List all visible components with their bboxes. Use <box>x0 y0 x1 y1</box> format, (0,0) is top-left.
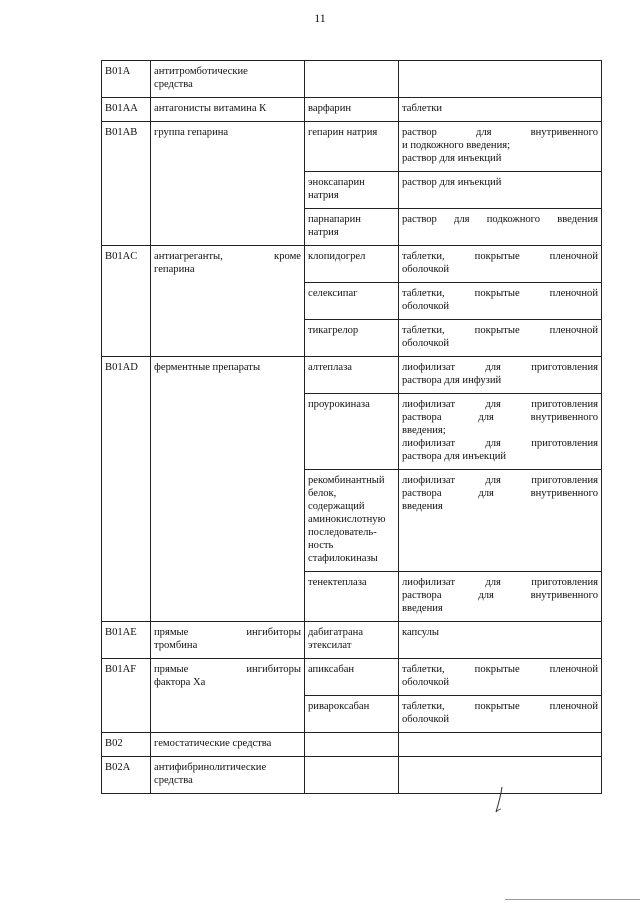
dosage-form-line <box>402 737 598 750</box>
table-row <box>102 357 602 394</box>
anatomical-group-cell <box>151 122 305 246</box>
dosage-form-cell <box>399 320 602 357</box>
drug-name-cell <box>305 209 399 246</box>
group-text-line: гепарина <box>154 264 195 275</box>
dosage-form-line: таблетки, покрытые пленочной <box>402 325 598 336</box>
drug-name-line: содержащий <box>308 501 365 512</box>
atc-code-cell: B01AC <box>102 246 151 357</box>
dosage-form-cell <box>399 246 602 283</box>
dosage-form-line: раствора для внутривенного <box>402 488 598 499</box>
dosage-form-cell <box>399 283 602 320</box>
dosage-form-line: оболочкой <box>402 301 450 312</box>
dosage-form-line: и подкожного введения; <box>402 140 511 151</box>
dosage-form-line: раствор для инъекций <box>402 153 502 164</box>
dosage-form-cell <box>399 172 602 209</box>
drug-name-line: белок, <box>308 488 337 499</box>
drug-name-line: дабигатрана <box>308 627 364 638</box>
dosage-form-cell <box>399 733 602 757</box>
group-text-line: антиагреганты, кроме <box>154 251 301 262</box>
group-text-line: ферментные препараты <box>154 362 261 373</box>
drug-name-cell <box>305 246 399 283</box>
table-row <box>102 622 602 659</box>
dosage-form-line: раствора для внутривенного <box>402 412 598 423</box>
drug-name-line: натрия <box>308 227 339 238</box>
dosage-form-line: оболочкой <box>402 338 450 349</box>
anatomical-group-cell <box>151 98 305 122</box>
drug-name-line: алтеплаза <box>308 362 352 373</box>
atc-code-cell: B01AA <box>102 98 151 122</box>
drug-name-line: ривароксабан <box>308 701 370 712</box>
drug-name-line: рекомбинантный <box>308 475 385 486</box>
drug-name-cell <box>305 357 399 394</box>
atc-code-cell: B01AD <box>102 357 151 622</box>
dosage-form-line: таблетки, покрытые пленочной <box>402 701 598 712</box>
dosage-form-line: введения <box>402 501 443 512</box>
dosage-form-cell <box>399 659 602 696</box>
dosage-form-cell <box>399 357 602 394</box>
drug-name-cell <box>305 696 399 733</box>
dosage-form-line <box>402 761 598 774</box>
dosage-form-line <box>402 65 598 78</box>
drug-name-cell <box>305 122 399 172</box>
drug-name-line: аминокислотную <box>308 514 386 525</box>
dosage-form-cell <box>399 98 602 122</box>
dosage-form-line: раствор для инъекций <box>402 177 502 188</box>
dosage-form-cell <box>399 572 602 622</box>
footer-rule <box>505 899 640 900</box>
table-row <box>102 246 602 283</box>
drug-name-line <box>308 737 395 750</box>
drug-name-line: этексилат <box>308 640 352 651</box>
dosage-form-line: лиофилизат для приготовления <box>402 577 598 588</box>
dosage-form-line: введения <box>402 603 443 614</box>
anatomical-group-cell <box>151 357 305 622</box>
dosage-form-cell <box>399 61 602 98</box>
drug-name-line: последователь- <box>308 527 377 538</box>
dosage-form-line: лиофилизат для приготовления <box>402 362 598 373</box>
drug-name-cell <box>305 470 399 572</box>
dosage-form-line: раствор для подкожного введения <box>402 214 598 225</box>
dosage-form-line: капсулы <box>402 627 440 638</box>
group-text-line: средства <box>154 79 193 90</box>
anatomical-group-cell <box>151 733 305 757</box>
anatomical-group-cell <box>151 246 305 357</box>
dosage-form-line: раствора для внутривенного <box>402 590 598 601</box>
dosage-form-line: лиофилизат для приготовления <box>402 438 598 449</box>
drug-name-cell <box>305 757 399 794</box>
drug-name-cell <box>305 659 399 696</box>
group-text-line: тромбина <box>154 640 198 651</box>
group-text-line: антитромботические <box>154 66 248 77</box>
drug-name-cell <box>305 733 399 757</box>
drug-name-line: натрия <box>308 190 339 201</box>
group-text-line: антагонисты витамина К <box>154 103 267 114</box>
table-row <box>102 757 602 794</box>
dosage-form-cell <box>399 470 602 572</box>
drug-name-line: парнапарин <box>308 214 361 225</box>
drug-name-line: проурокиназа <box>308 399 370 410</box>
drug-name-cell <box>305 172 399 209</box>
dosage-form-line: оболочкой <box>402 677 450 688</box>
drug-name-line <box>308 65 395 78</box>
anatomical-group-cell <box>151 61 305 98</box>
anatomical-group-cell <box>151 659 305 733</box>
drug-name-cell <box>305 283 399 320</box>
group-text-line: средства <box>154 775 193 786</box>
group-text-line: антифибринолитические <box>154 762 267 773</box>
dosage-form-line: введения; <box>402 425 446 436</box>
drug-name-line: селексипаг <box>308 288 358 299</box>
drug-name-line: тикагрелор <box>308 325 359 336</box>
drug-name-cell <box>305 572 399 622</box>
drug-name-line: варфарин <box>308 103 352 114</box>
drug-name-line: гепарин натрия <box>308 127 378 138</box>
drug-name-line: клопидогрел <box>308 251 366 262</box>
handwritten-mark-icon <box>493 786 507 814</box>
dosage-form-line: раствора для инфузий <box>402 375 502 386</box>
drug-name-cell <box>305 320 399 357</box>
group-text-line: группа гепарина <box>154 127 229 138</box>
drug-name-cell <box>305 622 399 659</box>
dosage-form-line: оболочкой <box>402 264 450 275</box>
atc-code-cell: B01AE <box>102 622 151 659</box>
drug-name-line: стафилокиназы <box>308 553 378 564</box>
atc-code-cell: B02 <box>102 733 151 757</box>
group-text-line: прямые ингибиторы <box>154 627 301 638</box>
dosage-form-line: раствор для внутривенного <box>402 127 598 138</box>
dosage-form-line: таблетки, покрытые пленочной <box>402 664 598 675</box>
dosage-form-cell <box>399 394 602 470</box>
group-text-line: прямые ингибиторы <box>154 664 301 675</box>
dosage-form-cell <box>399 622 602 659</box>
anatomical-group-cell <box>151 622 305 659</box>
drug-name-cell <box>305 61 399 98</box>
group-text-line: фактора Ха <box>154 677 206 688</box>
drug-name-cell <box>305 394 399 470</box>
dosage-form-line: раствора для инъекций <box>402 451 507 462</box>
atc-code-cell: B02A <box>102 757 151 794</box>
table-row <box>102 122 602 172</box>
drug-name-line: эноксапарин <box>308 177 365 188</box>
table-row <box>102 98 602 122</box>
table-row <box>102 61 602 98</box>
drug-name-line: ность <box>308 540 334 551</box>
dosage-form-cell <box>399 122 602 172</box>
dosage-form-line: таблетки, покрытые пленочной <box>402 288 598 299</box>
page-number: 11 <box>314 11 326 25</box>
dosage-form-cell <box>399 209 602 246</box>
drug-name-line: апиксабан <box>308 664 355 675</box>
dosage-form-line: оболочкой <box>402 714 450 725</box>
atc-code-cell: B01AF <box>102 659 151 733</box>
drug-name-line <box>308 761 395 774</box>
table-row <box>102 733 602 757</box>
group-text-line: гемостатические средства <box>154 738 272 749</box>
table-row <box>102 659 602 696</box>
dosage-form-line: таблетки <box>402 103 443 114</box>
anatomical-group-cell <box>151 757 305 794</box>
dosage-form-line: лиофилизат для приготовления <box>402 475 598 486</box>
dosage-form-line: лиофилизат для приготовления <box>402 399 598 410</box>
drug-name-line: тенектеплаза <box>308 577 367 588</box>
dosage-form-cell <box>399 696 602 733</box>
dosage-form-line: таблетки, покрытые пленочной <box>402 251 598 262</box>
atc-code-cell: B01AB <box>102 122 151 246</box>
atc-drug-table <box>101 60 602 794</box>
drug-name-cell <box>305 98 399 122</box>
atc-code-cell: B01A <box>102 61 151 98</box>
